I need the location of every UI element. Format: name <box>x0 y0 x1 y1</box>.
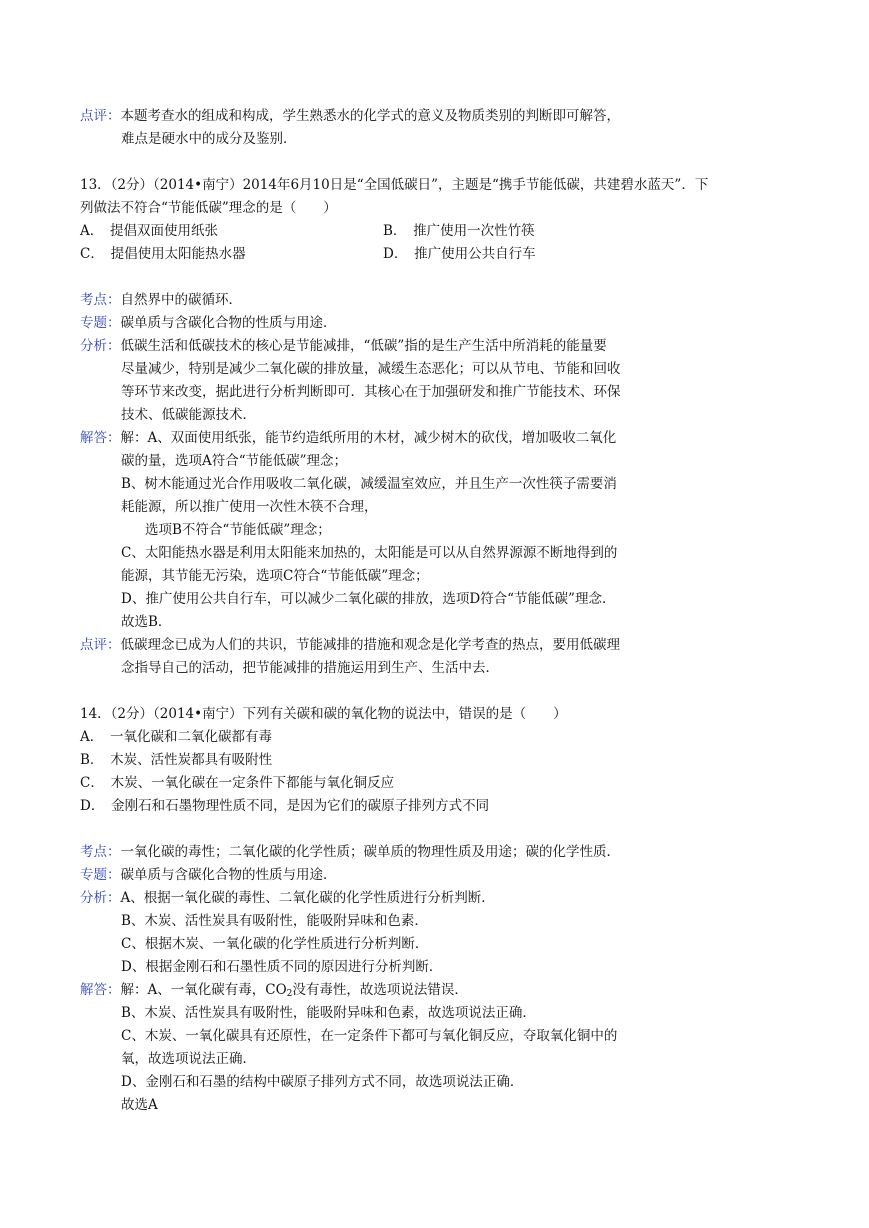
q14-jieda-line-5: D、金刚石和石墨的结构中碳原子排列方式不同，故选项说法正确． <box>121 1074 524 1090</box>
fenxi-label: 分析 <box>80 890 107 906</box>
q13-fenxi-line-2: 尽量减少，特别是减少二氧化碳的排放量，减缓生态恶化；可以从节电、节能和回收 <box>121 361 621 377</box>
q13-jieda-line-2: 碳的量，选项A符合“节能低碳”理念； <box>121 453 348 469</box>
q14-fenxi-line-3: C、根据木炭、一氧化碳的化学性质进行分析判断． <box>121 936 429 952</box>
co2-subscript: 2 <box>286 989 293 999</box>
q13-jieda-line-9: 故选B． <box>121 614 172 630</box>
q13-option-a: A． 提倡双面使用纸张 <box>80 223 218 239</box>
q14-option-b: B． 木炭、活性炭都具有吸附性 <box>80 752 273 768</box>
jieda-label: 解答 <box>80 430 107 446</box>
q13-option-b: B． 推广使用一次性竹筷 <box>383 223 535 239</box>
kaodian-label: 考点 <box>80 844 107 860</box>
q14-option-a: A． 一氧化碳和二氧化碳都有毒 <box>80 729 272 745</box>
q13-jieda-line-4: 耗能源，所以推广使用一次性木筷不合理， <box>121 499 378 515</box>
fenxi-label: 分析 <box>80 338 107 354</box>
q14-zhuanti: 专题：碳单质与含碳化合物的性质与用途． <box>80 867 337 883</box>
q14-option-c: C． 木炭、一氧化碳在一定条件下都能与氧化铜反应 <box>80 775 395 791</box>
q14-jieda-line-4: 氧，故选项说法正确． <box>121 1051 256 1067</box>
dianping-label: 点评 <box>80 108 107 124</box>
kaodian-label: 考点 <box>80 292 107 308</box>
prev-dianping-line-1: 点评：本题考查水的组成和构成，学生熟悉水的化学式的意义及物质类别的判断即可解答， <box>80 108 620 124</box>
q14-kaodian: 考点：一氧化碳的毒性；二氧化碳的化学性质；碳单质的物理性质及用途；碳的化学性质． <box>80 844 620 860</box>
q13-dianping-line-1: 点评：低碳理念已成为人们的共识，节能减排的措施和观念是化学考查的热点，要用低碳理 <box>80 637 620 653</box>
q13-jieda-line-7: 能源，其节能无污染，选项C符合“节能低碳”理念； <box>121 568 429 584</box>
q13-fenxi-line-4: 技术、低碳能源技术． <box>121 407 256 423</box>
q14-jieda-line-6: 故选A <box>121 1097 158 1113</box>
prev-dianping-line-2: 难点是硬水中的成分及鉴别． <box>121 131 297 147</box>
q13-option-c: C． 提倡使用太阳能热水器 <box>80 246 246 262</box>
q13-dianping-line-2: 念指导自己的活动，把节能减排的措施运用到生产、生活中去． <box>121 660 499 676</box>
q14-fenxi-line-2: B、木炭、活性炭具有吸附性，能吸附异味和色素． <box>121 913 428 929</box>
q14-jieda-line-3: C、木炭、一氧化碳具有还原性，在一定条件下都可与氧化铜反应，夺取氧化铜中的 <box>121 1028 618 1044</box>
q13-fenxi-line-3: 等环节来改变，据此进行分析判断即可．其核心在于加强研发和推广节能技术、环保 <box>121 384 621 400</box>
q14-jieda-line-2: B、木炭、活性炭具有吸附性，能吸附异味和色素，故选项说法正确． <box>121 1005 536 1021</box>
zhuanti-label: 专题 <box>80 867 107 883</box>
q14-jieda-line-1: 解答：解：A、一氧化碳有毒，$CO_2$没有毒性，故选项说法错误． <box>80 982 468 999</box>
q14-option-d: D． 金刚石和石墨物理性质不同，是因为它们的碳原子排列方式不同 <box>80 798 490 814</box>
q14-fenxi-line-4: D、根据金刚石和石墨性质不同的原因进行分析判断． <box>121 959 443 975</box>
q13-jieda-line-3: B、树木能通过光合作用吸收二氧化碳，减缓温室效应，并且生产一次性筷子需要消 <box>121 476 617 492</box>
q13-jieda-line-5: 选项B不符合“节能低碳”理念； <box>145 522 331 538</box>
q13-stem-line-2: 列做法不符合“节能低碳”理念的是（ ） <box>80 200 337 216</box>
q13-option-d: D． 推广使用公共自行车 <box>383 246 536 262</box>
q13-kaodian: 考点：自然界中的碳循环． <box>80 292 242 308</box>
q13-jieda-line-1: 解答：解：A、双面使用纸张，能节约造纸所用的木材，减少树木的砍伐，增加吸收二氧化 <box>80 430 617 446</box>
dianping-label: 点评 <box>80 637 107 653</box>
q13-stem-line-1: 13．（2分）（2014•南宁）2014年6月10日是“全国低碳日”，主题是“携手节能低碳，共建碧水蓝天”．下 <box>80 177 709 193</box>
q14-fenxi-line-1: 分析：A、根据一氧化碳的毒性、二氧化碳的化学性质进行分析判断． <box>80 890 495 906</box>
q13-fenxi-line-1: 分析：低碳生活和低碳技术的核心是节能减排，“低碳”指的是生产生活中所消耗的能量要 <box>80 338 607 354</box>
q13-zhuanti: 专题：碳单质与含碳化合物的性质与用途． <box>80 315 337 331</box>
q14-stem: 14．（2分）（2014•南宁）下列有关碳和碳的氧化物的说法中，错误的是（ ） <box>80 706 567 722</box>
q13-jieda-line-6: C、太阳能热水器是利用太阳能来加热的，太阳能是可以从自然界源源不断地得到的 <box>121 545 618 561</box>
zhuanti-label: 专题 <box>80 315 107 331</box>
jieda-label: 解答 <box>80 982 107 998</box>
q13-jieda-line-8: D、推广使用公共自行车，可以减少二氧化碳的排放，选项D符合“节能低碳”理念． <box>121 591 616 607</box>
